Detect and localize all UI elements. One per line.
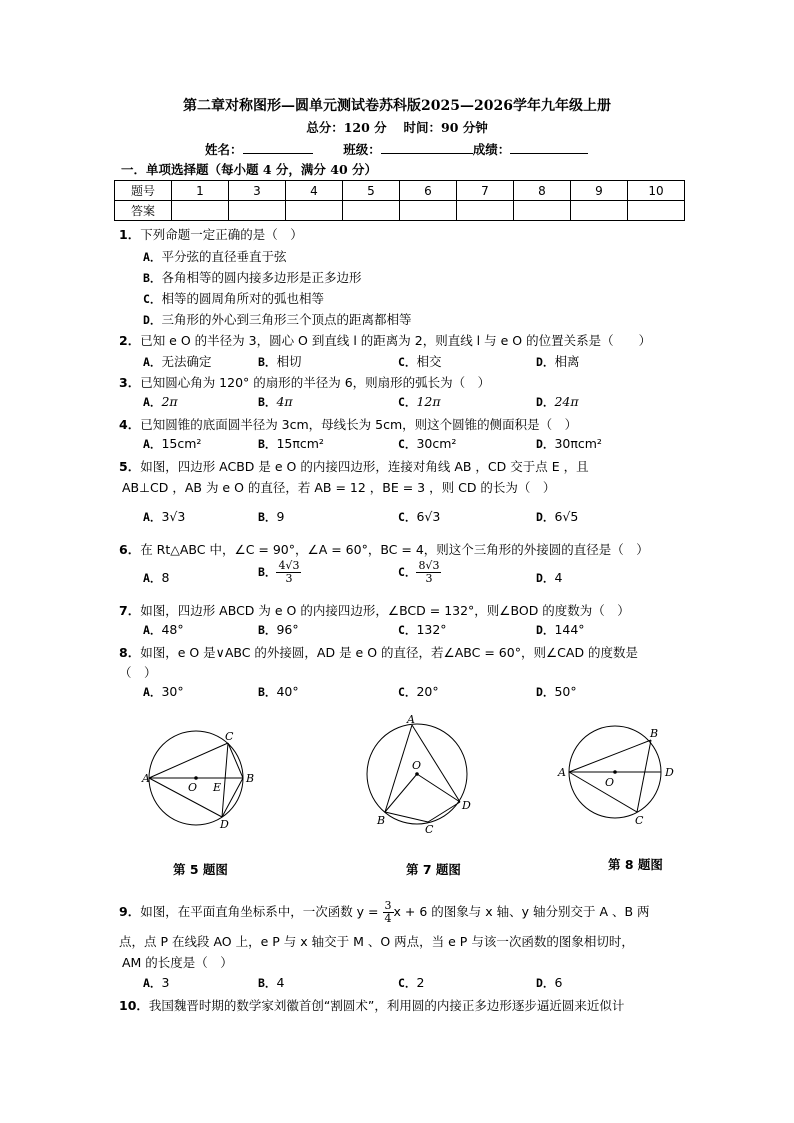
question-4-stem: 4．已知圆锥的底面圆半径为 3cm，母线长为 5cm，则这个圆锥的侧面积是（ ）	[119, 417, 578, 432]
question-7-option-a[interactable]: A．48°	[143, 622, 184, 637]
question-6-option-c[interactable]: C． $\frac{8√3}{3}$	[398, 559, 440, 585]
section-heading: 一．单项选择题（每小题 4 分，满分 40 分）	[121, 162, 378, 177]
fig7-label-b: B	[377, 814, 386, 827]
answer-cell[interactable]	[628, 201, 685, 221]
question-6-option-b[interactable]: B． $\frac{4√3}{3}$	[258, 559, 300, 585]
question-9-option-d[interactable]: D．6	[536, 975, 563, 990]
question-number-cell: 3	[229, 181, 286, 201]
answer-cell[interactable]	[286, 201, 343, 221]
question-3-option-c[interactable]: C．12π	[398, 394, 441, 409]
figure-7-diagram	[362, 712, 482, 837]
answer-cell[interactable]	[172, 201, 229, 221]
question-2-option-a[interactable]: A．无法确定	[143, 354, 212, 369]
question-3-option-b[interactable]: B．4π	[258, 394, 293, 409]
question-7-stem: 7．如图，四边形 ABCD 为 e O 的内接四边形，∠BCD = 132°，则∠BOD 的度数为（ ）	[119, 603, 630, 618]
score-blank[interactable]	[510, 141, 588, 154]
question-4-option-d[interactable]: D．30πcm²	[536, 436, 602, 451]
question-4-option-c[interactable]: C．30cm²	[398, 436, 457, 451]
figure-5-diagram	[140, 725, 260, 835]
question-5-stem-cont: AB⊥CD ，AB 为 e O 的直径，若 AB = 12 ，BE = 3 ，则 CD 的长为（ ）	[122, 480, 556, 495]
question-7-option-d[interactable]: D．144°	[536, 622, 585, 637]
fraction: $\frac{3}{4}$	[384, 899, 392, 925]
fig7-label-o: O	[412, 759, 422, 772]
fig7-radius-od	[417, 774, 460, 802]
answer-table-header: 题号	[115, 181, 172, 201]
figure-8-diagram	[555, 722, 685, 832]
question-1-option-a[interactable]: A．平分弦的直径垂直于弦	[143, 249, 287, 264]
question-3-stem: 3．已知圆心角为 120° 的扇形的半径为 6，则扇形的弧长为（ ）	[119, 375, 491, 390]
question-2-option-b[interactable]: B．相切	[258, 354, 302, 369]
answer-cell[interactable]	[571, 201, 628, 221]
class-blank[interactable]	[381, 141, 473, 154]
name-label: 姓名：	[205, 142, 243, 157]
question-4-option-a[interactable]: A．15cm²	[143, 436, 202, 451]
question-3-option-d[interactable]: D．24π	[536, 394, 579, 409]
question-number-cell: 9	[571, 181, 628, 201]
fig5-label-c: C	[225, 730, 234, 743]
answer-table	[114, 180, 685, 221]
question-5-option-c[interactable]: C．6√3	[398, 509, 441, 524]
question-8-stem: 8．如图，e O 是∨ABC 的外接圆，AD 是 e O 的直径，若∠ABC = 60°，则∠CAD 的度数是	[119, 645, 639, 660]
fig7-center-point	[415, 772, 419, 776]
answer-table-row-answers	[115, 201, 685, 221]
question-6-option-a[interactable]: A．8	[143, 570, 170, 585]
fig8-segment-bc	[637, 740, 651, 812]
fig8-label-b: B	[650, 727, 659, 740]
question-number-cell: 10	[628, 181, 685, 201]
fig7-label-d: D	[462, 799, 471, 812]
exam-title: 第二章对称图形—圆单元测试卷苏科版2025—2026学年九年级上册	[183, 98, 611, 114]
figure-7-caption: 第 7 题图	[406, 862, 461, 877]
fig5-label-o: O	[188, 781, 198, 794]
fig5-label-e: E	[213, 781, 222, 794]
fig5-chord-cd	[222, 743, 228, 817]
question-9-option-b[interactable]: B．4	[258, 975, 285, 990]
question-5-option-b[interactable]: B．9	[258, 509, 285, 524]
fig5-segment-ac	[149, 743, 228, 778]
fig7-segment-cd	[428, 802, 460, 822]
fig7-radius-ob	[385, 774, 417, 812]
question-4-option-b[interactable]: B．15πcm²	[258, 436, 324, 451]
fig8-label-o: O	[605, 776, 615, 789]
question-6-stem: 6．在 Rt△ABC 中，∠C = 90°，∠A = 60°，BC = 4，则这个三角形的外接圆的直径是（ ）	[119, 542, 649, 557]
question-1-option-b[interactable]: B．各角相等的圆内接多边形是正多边形	[143, 270, 362, 285]
question-2-option-d[interactable]: D．相离	[536, 354, 580, 369]
fig8-label-d: D	[665, 766, 674, 779]
answer-cell[interactable]	[400, 201, 457, 221]
answer-cell[interactable]	[457, 201, 514, 221]
question-8-stem-cont: （ ）	[119, 665, 157, 680]
fig8-label-c: C	[635, 814, 644, 827]
fig5-center-point	[194, 776, 198, 780]
question-6-option-d[interactable]: D．4	[536, 570, 563, 585]
figure-8-caption: 第 8 题图	[608, 857, 663, 872]
name-blank[interactable]	[243, 141, 313, 154]
answer-cell[interactable]	[343, 201, 400, 221]
question-number-cell: 4	[286, 181, 343, 201]
fraction: $\frac{8√3}{3}$	[418, 559, 440, 585]
question-number-cell: 1	[172, 181, 229, 201]
question-1-option-d[interactable]: D．三角形的外心到三角形三个顶点的距离都相等	[143, 312, 412, 327]
fig5-label-a: A	[142, 772, 150, 785]
question-3-option-a[interactable]: A．2π	[143, 394, 178, 409]
fig7-label-c: C	[425, 823, 434, 836]
fig5-segment-cb	[228, 743, 243, 778]
answer-table-row-numbers	[115, 181, 685, 201]
fig5-label-d: D	[220, 818, 229, 831]
question-1-stem: 1．下列命题一定正确的是（ ）	[119, 227, 303, 242]
question-number-cell: 7	[457, 181, 514, 201]
student-info-row	[205, 140, 588, 158]
fig8-label-a: A	[558, 766, 566, 779]
exam-meta: 总分：120 分 时间：90 分钟	[306, 120, 488, 135]
fig8-segment-ab	[569, 740, 651, 772]
question-9-stem-cont-2: AM 的长度是（ ）	[122, 955, 233, 970]
question-8-option-b[interactable]: B．40°	[258, 684, 299, 699]
fraction: $\frac{4√3}{3}$	[278, 559, 300, 585]
question-5-stem: 5．如图，四边形 ACBD 是 e O 的内接四边形，连接对角线 AB ，CD 交于点 E ，且	[119, 459, 589, 474]
question-9-option-a[interactable]: A．3	[143, 975, 170, 990]
fig5-segment-ad	[149, 778, 222, 817]
fig8-center-point	[613, 770, 617, 774]
answer-cell[interactable]	[514, 201, 571, 221]
fig7-label-a: A	[407, 713, 415, 726]
question-8-option-a[interactable]: A．30°	[143, 684, 184, 699]
question-8-option-d[interactable]: D．50°	[536, 684, 577, 699]
class-label: 班级：	[343, 142, 381, 157]
question-9-stem: 9．如图，在平面直角坐标系中，一次函数 y = $\frac{3}{4}$ x + 6 的图象与 x 轴、y 轴分别交于 A 、B 两	[119, 899, 650, 925]
question-number-cell: 6	[400, 181, 457, 201]
score-label: 成绩：	[472, 142, 511, 157]
fig5-label-b: B	[246, 772, 255, 785]
question-5-option-a[interactable]: A．3√3	[143, 509, 186, 524]
answer-cell[interactable]	[229, 201, 286, 221]
question-7-option-c[interactable]: C．132°	[398, 622, 447, 637]
question-number-cell: 5	[343, 181, 400, 201]
question-2-stem: 2．已知 e O 的半径为 3，圆心 O 到直线 l 的距离为 2，则直线 l 与 e O 的位置关系是（ ）	[119, 333, 652, 348]
fig7-segment-ab	[385, 725, 412, 812]
question-1-option-c[interactable]: C．相等的圆周角所对的弧也相等	[143, 291, 324, 306]
question-9-option-c[interactable]: C．2	[398, 975, 425, 990]
question-7-option-b[interactable]: B．96°	[258, 622, 299, 637]
fig8-segment-ac	[569, 772, 637, 812]
question-2-option-c[interactable]: C．相交	[398, 354, 442, 369]
question-10-stem: 10．我国魏晋时期的数学家刘徽首创“割圆术”，利用圆的内接正多边形逐步逼近圆来近似计	[119, 998, 625, 1013]
question-8-option-c[interactable]: C．20°	[398, 684, 439, 699]
answer-table-header: 答案	[115, 201, 172, 221]
question-number-cell: 8	[514, 181, 571, 201]
question-5-option-d[interactable]: D．6√5	[536, 509, 579, 524]
figure-5-caption: 第 5 题图	[173, 862, 228, 877]
question-9-stem-cont: 点，点 P 在线段 AO 上，e P 与 x 轴交于 M 、O 两点，当 e P 与该一次函数的图象相切时，	[119, 934, 634, 949]
